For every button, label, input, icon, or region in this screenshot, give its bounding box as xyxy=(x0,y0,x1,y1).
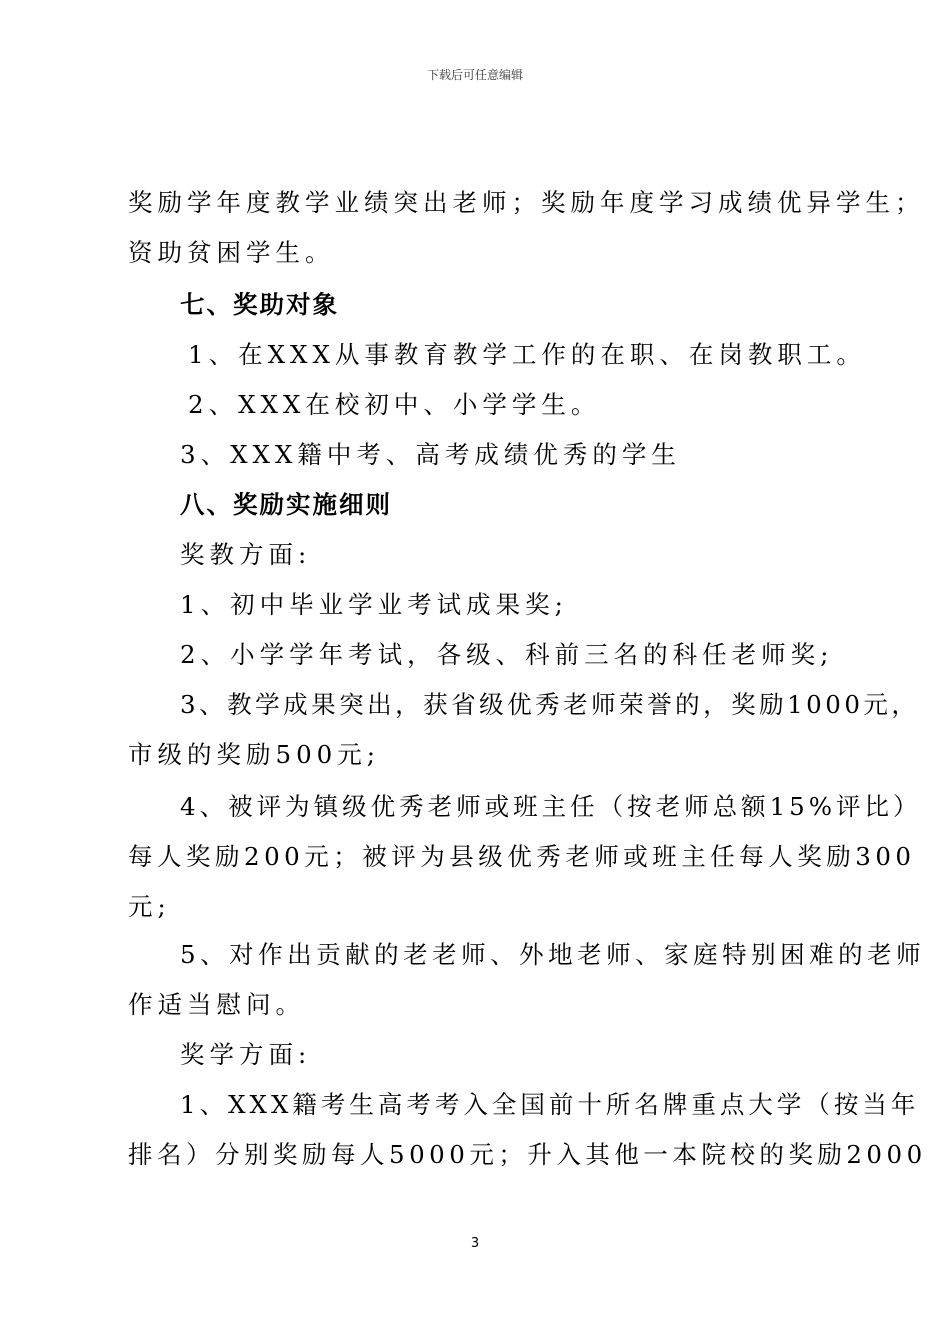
text-line: 奖学方面: xyxy=(180,1040,312,1069)
text-line: 1、在XXX从事教育教学工作的在职、在岗教职工。 xyxy=(188,340,866,369)
text-line: 市级的奖励500元; xyxy=(128,740,381,769)
text-line: 排名）分别奖励每人5000元；升入其他一本院校的奖励2000 xyxy=(128,1140,927,1169)
text-line: 1、初中毕业学业考试成果奖; xyxy=(180,590,568,619)
text-line: 作适当慰问。 xyxy=(128,990,305,1019)
text-line: 奖教方面: xyxy=(180,540,312,569)
section-heading: 七、奖助对象 xyxy=(180,290,339,319)
text-line: 2、XXX在校初中、小学学生。 xyxy=(188,390,601,419)
text-line: 资助贫困学生。 xyxy=(128,238,335,267)
text-line: 元; xyxy=(128,892,171,921)
text-line: 4、被评为镇级优秀老师或班主任（按老师总额15%评比） xyxy=(180,792,922,821)
header-note: 下载后可任意编辑 xyxy=(426,68,523,82)
section-heading: 八、奖励实施细则 xyxy=(180,490,392,519)
text-line: 每人奖励200元；被评为县级优秀老师或班主任每人奖励300 xyxy=(128,842,916,871)
text-line: 3、XXX籍中考、高考成绩优秀的学生 xyxy=(180,440,681,469)
text-line: 2、小学学年考试，各级、科前三名的科任老师奖; xyxy=(180,640,834,669)
text-line: 5、对作出贡献的老老师、外地老师、家庭特别困难的老师 xyxy=(180,940,926,969)
text-line: 1、XXX籍考生高考考入全国前十所名牌重点大学（按当年 xyxy=(180,1090,920,1119)
page-number: 3 xyxy=(470,1236,480,1251)
text-line: 奖励学年度教学业绩突出老师；奖励年度学习成绩优异学生； xyxy=(128,188,925,217)
text-line: 3、教学成果突出，获省级优秀老师荣誉的，奖励1000元， xyxy=(180,690,920,719)
